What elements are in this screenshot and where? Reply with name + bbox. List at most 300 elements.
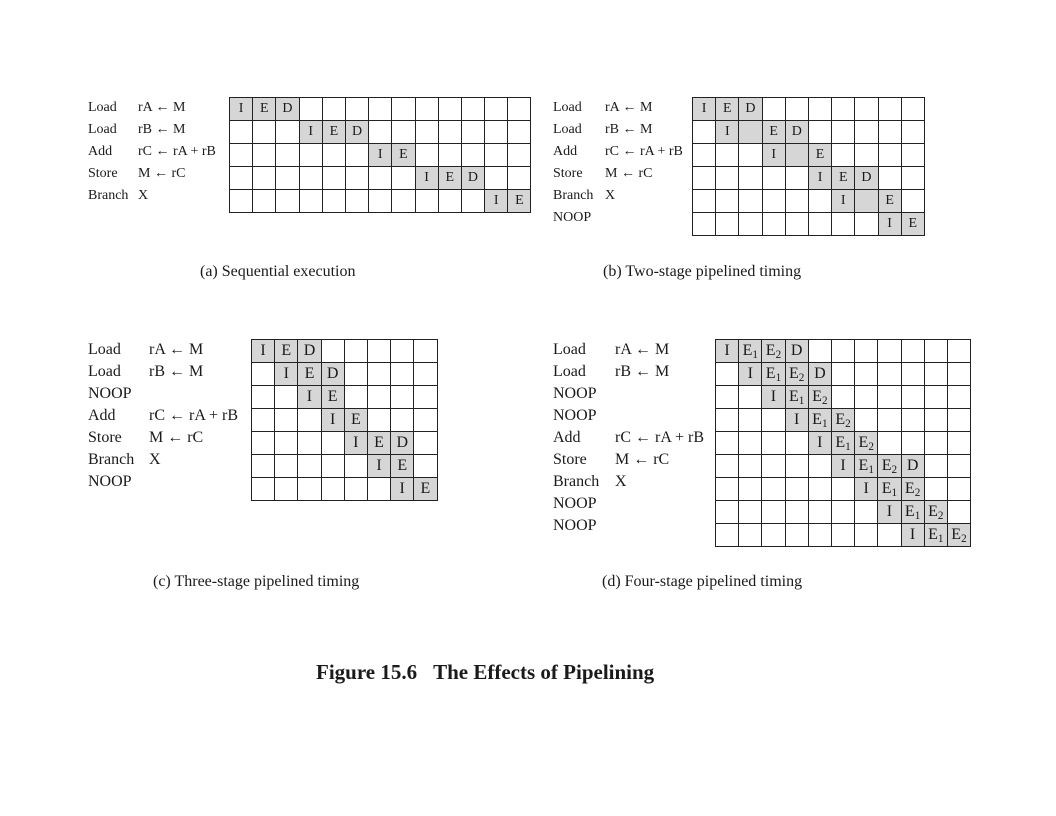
stage-cell: E [391, 455, 414, 478]
timing-row [230, 167, 531, 190]
empty-cell [878, 340, 901, 363]
stage-cell: E [808, 144, 831, 167]
empty-cell [762, 478, 785, 501]
stage-cell: E [367, 432, 390, 455]
opcode: Branch [553, 473, 600, 490]
opcode: Add [553, 144, 578, 159]
empty-cell [344, 478, 367, 501]
empty-cell [415, 98, 438, 121]
empty-cell [276, 167, 299, 190]
empty-cell [369, 167, 392, 190]
empty-cell [345, 167, 368, 190]
empty-cell [230, 121, 253, 144]
stage-cell: E [414, 478, 437, 501]
stage-cell: E [878, 190, 901, 213]
empty-cell [369, 190, 392, 213]
stage-cell: I [716, 121, 739, 144]
stage-cell: $E_2$ [762, 340, 785, 363]
empty-cell [438, 121, 461, 144]
empty-cell [345, 144, 368, 167]
empty-cell [924, 455, 947, 478]
timing-row [716, 501, 971, 524]
empty-cell [832, 121, 855, 144]
empty-cell [252, 409, 275, 432]
empty-cell [924, 340, 947, 363]
stage-cell: $E_2$ [947, 524, 970, 547]
stage-cell: $E_1$ [901, 501, 924, 524]
empty-cell [391, 340, 414, 363]
empty-cell [832, 144, 855, 167]
opcode: NOOP [553, 517, 597, 534]
empty-cell [878, 386, 901, 409]
empty-cell [693, 167, 716, 190]
timing-row [230, 121, 531, 144]
panel-caption: (c) Three-stage pipelined timing [153, 573, 360, 590]
stage-cell: I [298, 386, 321, 409]
opcode: Load [553, 363, 586, 380]
stage-cell: I [367, 455, 390, 478]
empty-cell [855, 213, 878, 236]
empty-cell [322, 144, 345, 167]
empty-cell [367, 340, 390, 363]
operands: M ← rC [149, 429, 204, 446]
stage-cell: $E_1$ [878, 478, 901, 501]
empty-cell [275, 386, 298, 409]
empty-cell [415, 144, 438, 167]
empty-cell [485, 167, 508, 190]
empty-cell [414, 432, 437, 455]
empty-cell [252, 455, 275, 478]
empty-cell [785, 524, 808, 547]
stage-cell: E [344, 409, 367, 432]
stage-cell: I [832, 190, 855, 213]
panel-caption: (d) Four-stage pipelined timing [602, 573, 803, 590]
empty-cell [878, 98, 901, 121]
empty-cell [832, 213, 855, 236]
figure-title [316, 660, 654, 685]
opcode: Branch [88, 188, 129, 203]
empty-cell [344, 363, 367, 386]
stage-cell: I [252, 340, 275, 363]
empty-cell [485, 121, 508, 144]
stage-cell: D [785, 340, 808, 363]
operands: rA ← M [138, 100, 186, 115]
panel-caption: (b) Two-stage pipelined timing [603, 263, 802, 280]
stage-cell: I [762, 386, 785, 409]
opcode: Load [88, 341, 121, 358]
timing-row [693, 213, 925, 236]
empty-cell [298, 409, 321, 432]
empty-cell [947, 363, 970, 386]
empty-cell [901, 190, 924, 213]
stage-cell: D [808, 363, 831, 386]
empty-cell [785, 501, 808, 524]
empty-cell [299, 167, 322, 190]
empty-cell [901, 432, 924, 455]
empty-cell [739, 144, 762, 167]
empty-cell [321, 340, 344, 363]
empty-cell [831, 524, 854, 547]
empty-cell [901, 386, 924, 409]
stage-cell: I [299, 121, 322, 144]
empty-cell [832, 98, 855, 121]
empty-cell [739, 190, 762, 213]
empty-cell [762, 167, 785, 190]
stage-cell: E [508, 190, 531, 213]
operands: rC ← rA + rB [615, 429, 705, 446]
stage-cell: $E_2$ [924, 501, 947, 524]
empty-cell [392, 98, 415, 121]
stage-cell: I [344, 432, 367, 455]
operands: rC ← rA + rB [138, 144, 216, 159]
empty-cell [808, 190, 831, 213]
stage-cell: I [855, 478, 878, 501]
empty-cell [461, 190, 484, 213]
stage-cell: E [253, 98, 276, 121]
empty-cell [485, 98, 508, 121]
empty-cell [924, 409, 947, 432]
empty-cell [785, 98, 808, 121]
empty-cell [321, 432, 344, 455]
opcode: Load [553, 122, 582, 137]
operands: X [605, 188, 616, 203]
stage-cell: D [321, 363, 344, 386]
empty-cell [716, 190, 739, 213]
stage-cell: I [415, 167, 438, 190]
empty-cell [693, 121, 716, 144]
opcode: Branch [88, 451, 135, 468]
empty-cell [298, 478, 321, 501]
empty-cell [808, 340, 831, 363]
empty-cell [392, 121, 415, 144]
stage-cell: $E_2$ [855, 432, 878, 455]
opcode: Store [88, 166, 118, 181]
empty-cell [716, 524, 739, 547]
stage-cell: E [832, 167, 855, 190]
empty-cell [322, 167, 345, 190]
stage-cell: I [230, 98, 253, 121]
opcode: NOOP [553, 385, 597, 402]
empty-cell [253, 144, 276, 167]
empty-cell [855, 363, 878, 386]
empty-cell [508, 167, 531, 190]
empty-cell [924, 386, 947, 409]
stage-cell [855, 190, 878, 213]
empty-cell [762, 501, 785, 524]
stage-cell: I [901, 524, 924, 547]
stage-cell: I [275, 363, 298, 386]
opcode: Load [88, 100, 117, 115]
empty-cell [878, 167, 901, 190]
timing-row [693, 98, 925, 121]
stage-cell: I [485, 190, 508, 213]
operands: rB ← M [615, 363, 670, 380]
stage-cell: I [391, 478, 414, 501]
empty-cell [947, 478, 970, 501]
empty-cell [878, 121, 901, 144]
empty-cell [716, 432, 739, 455]
empty-cell [901, 409, 924, 432]
empty-cell [808, 213, 831, 236]
timing-row [716, 432, 971, 455]
empty-cell [438, 190, 461, 213]
empty-cell [391, 386, 414, 409]
empty-cell [230, 144, 253, 167]
empty-cell [785, 190, 808, 213]
stage-cell: E [762, 121, 785, 144]
timing-grid [692, 97, 925, 236]
stage-cell: D [739, 98, 762, 121]
opcode: Store [553, 451, 587, 468]
empty-cell [392, 167, 415, 190]
empty-cell [785, 213, 808, 236]
stage-cell: E [275, 340, 298, 363]
empty-cell [485, 144, 508, 167]
empty-cell [414, 409, 437, 432]
operands: rB ← M [605, 122, 653, 137]
empty-cell [878, 432, 901, 455]
empty-cell [369, 98, 392, 121]
empty-cell [299, 98, 322, 121]
empty-cell [785, 432, 808, 455]
empty-cell [508, 121, 531, 144]
timing-row [716, 363, 971, 386]
stage-cell: D [785, 121, 808, 144]
empty-cell [438, 144, 461, 167]
empty-cell [230, 190, 253, 213]
stage-cell: I [369, 144, 392, 167]
empty-cell [716, 144, 739, 167]
empty-cell [831, 386, 854, 409]
empty-cell [345, 98, 368, 121]
operands: X [615, 473, 627, 490]
empty-cell [276, 190, 299, 213]
empty-cell [762, 213, 785, 236]
empty-cell [369, 121, 392, 144]
empty-cell [252, 478, 275, 501]
timing-row [252, 409, 438, 432]
empty-cell [878, 409, 901, 432]
stage-cell: I [831, 455, 854, 478]
empty-cell [901, 363, 924, 386]
stage-cell: I [693, 98, 716, 121]
stage-cell: I [808, 167, 831, 190]
opcode: NOOP [88, 473, 132, 490]
empty-cell [253, 190, 276, 213]
timing-row [716, 478, 971, 501]
opcode: Load [553, 341, 586, 358]
empty-cell [367, 363, 390, 386]
operands: rC ← rA + rB [605, 144, 683, 159]
timing-row [716, 409, 971, 432]
timing-row [252, 363, 438, 386]
timing-row [252, 455, 438, 478]
empty-cell [808, 501, 831, 524]
opcode: Load [88, 363, 121, 380]
empty-cell [344, 386, 367, 409]
empty-cell [855, 121, 878, 144]
opcode: Add [88, 144, 113, 159]
timing-grid [251, 339, 438, 501]
empty-cell [253, 167, 276, 190]
timing-row [693, 144, 925, 167]
empty-cell [322, 190, 345, 213]
stage-cell: D [391, 432, 414, 455]
stage-cell: $E_2$ [785, 363, 808, 386]
timing-row [716, 340, 971, 363]
empty-cell [693, 213, 716, 236]
empty-cell [716, 501, 739, 524]
timing-row [230, 98, 531, 121]
empty-cell [947, 386, 970, 409]
empty-cell [252, 363, 275, 386]
empty-cell [275, 432, 298, 455]
empty-cell [924, 363, 947, 386]
empty-cell [831, 340, 854, 363]
empty-cell [947, 432, 970, 455]
stage-cell: E [438, 167, 461, 190]
opcode: Add [88, 407, 116, 424]
empty-cell [808, 98, 831, 121]
empty-cell [739, 386, 762, 409]
empty-cell [253, 121, 276, 144]
empty-cell [414, 363, 437, 386]
stage-cell: $E_1$ [924, 524, 947, 547]
empty-cell [855, 340, 878, 363]
empty-cell [924, 478, 947, 501]
opcode: NOOP [553, 407, 597, 424]
stage-cell: D [298, 340, 321, 363]
empty-cell [716, 455, 739, 478]
opcode: NOOP [553, 495, 597, 512]
stage-cell: I [785, 409, 808, 432]
empty-cell [831, 478, 854, 501]
empty-cell [808, 478, 831, 501]
stage-cell: E [901, 213, 924, 236]
empty-cell [414, 455, 437, 478]
empty-cell [716, 167, 739, 190]
empty-cell [298, 455, 321, 478]
empty-cell [878, 363, 901, 386]
empty-cell [321, 455, 344, 478]
empty-cell [298, 432, 321, 455]
stage-cell: I [321, 409, 344, 432]
empty-cell [947, 409, 970, 432]
timing-row [693, 121, 925, 144]
stage-cell: $E_1$ [785, 386, 808, 409]
stage-cell: $E_1$ [831, 432, 854, 455]
operands: rB ← M [138, 122, 186, 137]
operands: M ← rC [615, 451, 670, 468]
empty-cell [901, 121, 924, 144]
empty-cell [345, 190, 368, 213]
stage-cell: D [345, 121, 368, 144]
empty-cell [367, 409, 390, 432]
empty-cell [808, 121, 831, 144]
opcode: Add [553, 429, 581, 446]
empty-cell [391, 363, 414, 386]
stage-cell: E [392, 144, 415, 167]
empty-cell [414, 340, 437, 363]
empty-cell [367, 478, 390, 501]
stage-cell: $E_2$ [831, 409, 854, 432]
opcode: Branch [553, 188, 594, 203]
empty-cell [693, 190, 716, 213]
operands: M ← rC [138, 166, 186, 181]
stage-cell: E [321, 386, 344, 409]
empty-cell [508, 144, 531, 167]
timing-grid [715, 339, 971, 547]
empty-cell [739, 167, 762, 190]
empty-cell [252, 386, 275, 409]
empty-cell [785, 167, 808, 190]
timing-row [716, 524, 971, 547]
empty-cell [739, 501, 762, 524]
opcode: Store [88, 429, 122, 446]
stage-cell: D [901, 455, 924, 478]
empty-cell [275, 455, 298, 478]
figure-number: Figure 15.6 [316, 660, 418, 684]
opcode: Load [553, 100, 582, 115]
empty-cell [461, 144, 484, 167]
panel-caption: (a) Sequential execution [200, 263, 356, 280]
empty-cell [855, 386, 878, 409]
empty-cell [762, 98, 785, 121]
operands: rB ← M [149, 363, 204, 380]
stage-cell: $E_1$ [808, 409, 831, 432]
stage-cell: D [855, 167, 878, 190]
empty-cell [415, 121, 438, 144]
stage-cell: E [322, 121, 345, 144]
empty-cell [299, 190, 322, 213]
empty-cell [693, 144, 716, 167]
stage-cell: E [716, 98, 739, 121]
timing-row [252, 340, 438, 363]
empty-cell [855, 98, 878, 121]
stage-cell: I [716, 340, 739, 363]
timing-grid [229, 97, 531, 213]
empty-cell [739, 213, 762, 236]
timing-row [693, 190, 925, 213]
operands: M ← rC [605, 166, 653, 181]
empty-cell [762, 409, 785, 432]
timing-row [252, 386, 438, 409]
empty-cell [322, 98, 345, 121]
empty-cell [344, 340, 367, 363]
stage-cell: $E_1$ [855, 455, 878, 478]
empty-cell [808, 524, 831, 547]
stage-cell: D [461, 167, 484, 190]
empty-cell [855, 144, 878, 167]
stage-cell: I [739, 363, 762, 386]
opcode: NOOP [88, 385, 132, 402]
timing-row [252, 432, 438, 455]
stage-cell: D [276, 98, 299, 121]
empty-cell [739, 478, 762, 501]
stage-cell: $E_2$ [901, 478, 924, 501]
empty-cell [344, 455, 367, 478]
stage-cell: I [878, 213, 901, 236]
empty-cell [901, 167, 924, 190]
empty-cell [901, 144, 924, 167]
empty-cell [831, 501, 854, 524]
empty-cell [716, 409, 739, 432]
empty-cell [878, 524, 901, 547]
stage-cell [739, 121, 762, 144]
opcode: Store [553, 166, 583, 181]
empty-cell [808, 455, 831, 478]
empty-cell [739, 432, 762, 455]
